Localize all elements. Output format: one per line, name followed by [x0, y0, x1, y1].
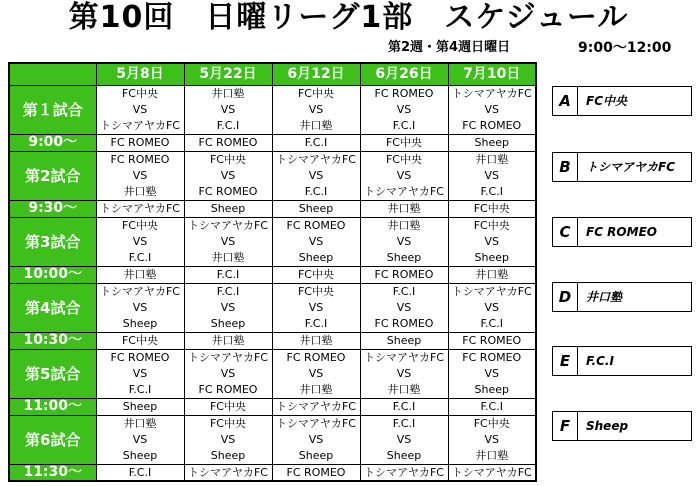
referee-cell: FC ROMEO	[272, 464, 360, 481]
away-team: FC ROMEO	[198, 382, 258, 396]
home-team: FC ROMEO	[462, 350, 522, 364]
away-team: Sheep	[210, 316, 246, 330]
referee-row	[9, 398, 536, 415]
team-letter: E	[553, 347, 578, 375]
match-cell	[184, 415, 272, 464]
home-team: トシマアヤカFC	[451, 86, 532, 100]
referee-cell: トシマアヤカFC	[360, 464, 448, 481]
referee-cell: トシマアヤカFC	[96, 200, 184, 217]
vs-label: VS	[396, 432, 412, 446]
vs-label: VS	[220, 432, 236, 446]
match-cell	[360, 151, 448, 200]
date-header: 5月22日	[184, 63, 272, 85]
vs-label: VS	[220, 234, 236, 248]
referee-cell: F.C.I	[184, 266, 272, 283]
home-team: トシマアヤカFC	[363, 350, 444, 364]
match-cell	[96, 217, 184, 266]
away-team: Sheep	[298, 448, 334, 462]
vs-label: VS	[484, 102, 499, 116]
vs-label: VS	[308, 366, 324, 380]
match-cell	[360, 217, 448, 266]
date-header: 6月26日	[360, 63, 448, 85]
team-box	[552, 152, 692, 182]
referee-cell: トシマアヤカFC	[184, 464, 272, 481]
home-team: FC中央	[473, 416, 510, 430]
home-team: FC中央	[297, 284, 334, 298]
home-team: F.C.I	[392, 416, 416, 430]
referee-cell: FC中央	[448, 200, 536, 217]
away-team: FC ROMEO	[462, 118, 522, 132]
away-team: FC ROMEO	[374, 316, 434, 330]
away-team: F.C.I	[304, 316, 328, 330]
home-team: トシマアヤカFC	[451, 284, 532, 298]
team-name: Sheep	[586, 419, 629, 433]
match-cell	[272, 151, 360, 200]
match-cell	[96, 283, 184, 332]
referee-row	[9, 134, 536, 151]
away-team: F.C.I	[480, 184, 503, 198]
team-letter: C	[553, 218, 578, 246]
match-cell	[448, 283, 536, 332]
match-cell	[96, 349, 184, 398]
vs-label: VS	[132, 432, 148, 446]
away-team: トシマアヤカFC	[99, 118, 180, 132]
vs-label: VS	[220, 168, 236, 182]
page-title: 第10回 日曜リーグ1部 スケジュール	[68, 0, 629, 35]
away-team: 井口塾	[475, 448, 509, 462]
team-box	[552, 346, 692, 376]
referee-row	[9, 266, 536, 283]
game-time: 10:30〜	[9, 332, 96, 349]
referee-row	[9, 200, 536, 217]
match-cell	[448, 151, 536, 200]
game-time: 9:00〜	[9, 134, 96, 151]
match-cell	[360, 283, 448, 332]
home-team: トシマアヤカFC	[187, 350, 268, 364]
vs-label: VS	[220, 300, 236, 314]
home-team: FC ROMEO	[110, 152, 170, 166]
referee-row	[9, 332, 536, 349]
match-cell	[272, 349, 360, 398]
home-team: FC ROMEO	[374, 86, 434, 100]
vs-label: VS	[132, 102, 148, 116]
team-name: トシマアヤカFC	[586, 160, 676, 174]
team-box	[552, 86, 692, 116]
team-letter: F	[553, 412, 578, 440]
referee-cell: F.C.I	[448, 398, 536, 415]
home-team: FC ROMEO	[286, 218, 346, 232]
match-cell	[184, 151, 272, 200]
away-team: Sheep	[298, 250, 334, 264]
match-cell	[272, 217, 360, 266]
match-cell	[448, 217, 536, 266]
match-cell	[96, 85, 184, 134]
match-cell	[96, 151, 184, 200]
home-team: F.C.I	[392, 284, 416, 298]
vs-label: VS	[132, 168, 148, 182]
home-team: FC中央	[209, 152, 246, 166]
home-team: FC ROMEO	[286, 350, 346, 364]
referee-cell: Sheep	[184, 200, 272, 217]
referee-cell: Sheep	[360, 332, 448, 349]
away-team: トシマアヤカFC	[363, 184, 444, 198]
away-team: F.C.I	[128, 250, 152, 264]
subtitle-weeks: 第2週・第4週日曜日	[388, 40, 511, 55]
game-label: 第１試合	[9, 85, 96, 134]
match-cell	[272, 283, 360, 332]
vs-label: VS	[484, 234, 499, 248]
vs-label: VS	[484, 432, 499, 446]
away-team: Sheep	[474, 250, 509, 264]
game-label: 第5試合	[9, 349, 96, 398]
referee-row	[9, 464, 536, 481]
referee-cell: FC中央	[184, 398, 272, 415]
schedule-subtitle	[388, 38, 688, 58]
match-cell	[448, 415, 536, 464]
referee-cell: 井口塾	[272, 332, 360, 349]
referee-cell: Sheep	[96, 398, 184, 415]
away-team: Sheep	[122, 316, 158, 330]
game-time: 11:30〜	[9, 464, 96, 481]
referee-cell: トシマアヤカFC	[448, 464, 536, 481]
match-cell	[360, 85, 448, 134]
referee-cell: 井口塾	[360, 200, 448, 217]
away-team: FC ROMEO	[198, 184, 258, 198]
vs-label: VS	[308, 102, 324, 116]
referee-cell: Sheep	[272, 200, 360, 217]
away-team: 井口塾	[299, 382, 333, 396]
away-team: 井口塾	[123, 184, 157, 198]
home-team: 井口塾	[387, 218, 421, 232]
team-letter: D	[553, 283, 578, 311]
schedule-body	[9, 63, 536, 481]
match-cell	[272, 85, 360, 134]
referee-cell: FC中央	[360, 134, 448, 151]
team-letter: B	[553, 153, 578, 181]
match-cell	[360, 349, 448, 398]
date-header: 6月12日	[272, 63, 360, 85]
away-team: F.C.I	[304, 184, 328, 198]
game-time: 11:00〜	[9, 398, 96, 415]
home-team: トシマアヤカFC	[99, 284, 180, 298]
away-team: 井口塾	[387, 382, 421, 396]
away-team: 井口塾	[211, 250, 245, 264]
home-team: 井口塾	[123, 416, 157, 430]
vs-label: VS	[396, 102, 412, 116]
vs-label: VS	[132, 234, 148, 248]
match-cell	[96, 415, 184, 464]
team-name: FC ROMEO	[586, 225, 657, 239]
referee-cell: FC中央	[96, 332, 184, 349]
away-team: F.C.I	[392, 118, 416, 132]
game-time: 9:30〜	[9, 200, 96, 217]
vs-label: VS	[396, 234, 412, 248]
referee-cell: Sheep	[448, 134, 536, 151]
match-cell	[360, 415, 448, 464]
header-corner	[9, 63, 96, 85]
match-cell	[184, 217, 272, 266]
away-team: F.C.I	[480, 316, 503, 330]
away-team: F.C.I	[216, 118, 240, 132]
game-row	[9, 415, 536, 464]
vs-label: VS	[132, 366, 148, 380]
game-label: 第3試合	[9, 217, 96, 266]
referee-cell: F.C.I	[272, 134, 360, 151]
game-row	[9, 85, 536, 134]
match-cell	[184, 283, 272, 332]
game-row	[9, 349, 536, 398]
referee-cell: 井口塾	[96, 266, 184, 283]
vs-label: VS	[308, 168, 324, 182]
game-row	[9, 217, 536, 266]
referee-cell: FC ROMEO	[184, 134, 272, 151]
match-cell	[448, 349, 536, 398]
home-team: FC中央	[473, 218, 510, 232]
date-header-row	[9, 63, 536, 85]
home-team: トシマアヤカFC	[275, 152, 356, 166]
date-header: 5月8日	[96, 63, 184, 85]
home-team: FC中央	[209, 416, 246, 430]
home-team: F.C.I	[216, 284, 240, 298]
referee-cell: 井口塾	[184, 332, 272, 349]
referee-cell: F.C.I	[96, 464, 184, 481]
team-box	[552, 282, 692, 312]
vs-label: VS	[308, 234, 324, 248]
vs-label: VS	[220, 366, 236, 380]
team-box	[552, 411, 692, 441]
vs-label: VS	[396, 366, 412, 380]
vs-label: VS	[308, 432, 324, 446]
vs-label: VS	[396, 168, 412, 182]
vs-label: VS	[308, 300, 324, 314]
home-team: 井口塾	[475, 152, 509, 166]
away-team: Sheep	[386, 250, 422, 264]
home-team: FC ROMEO	[110, 350, 170, 364]
vs-label: VS	[484, 168, 499, 182]
referee-cell: FC ROMEO	[360, 266, 448, 283]
vs-label: VS	[484, 300, 499, 314]
team-name: 井口塾	[586, 290, 623, 304]
referee-cell: 井口塾	[448, 266, 536, 283]
date-header: 7月10日	[448, 63, 536, 85]
home-team: FC中央	[121, 86, 158, 100]
home-team: 井口塾	[211, 86, 245, 100]
away-team: Sheep	[210, 448, 246, 462]
home-team: FC中央	[297, 86, 334, 100]
referee-cell: FC ROMEO	[448, 332, 536, 349]
referee-cell: FC ROMEO	[96, 134, 184, 151]
team-box	[552, 217, 692, 247]
game-label: 第4試合	[9, 283, 96, 332]
match-cell	[184, 349, 272, 398]
away-team: F.C.I	[128, 382, 152, 396]
vs-label: VS	[396, 300, 412, 314]
game-row	[9, 151, 536, 200]
away-team: Sheep	[122, 448, 158, 462]
vs-label: VS	[132, 300, 148, 314]
game-row	[9, 283, 536, 332]
schedule-table	[8, 62, 537, 482]
match-cell	[448, 85, 536, 134]
vs-label: VS	[484, 366, 499, 380]
game-label: 第2試合	[9, 151, 96, 200]
away-team: Sheep	[386, 448, 422, 462]
team-name: F.C.I	[586, 354, 614, 368]
subtitle-time-range: 9:00〜12:00	[578, 40, 672, 56]
team-name: FC中央	[586, 94, 628, 108]
away-team: Sheep	[474, 382, 509, 396]
game-time: 10:00〜	[9, 266, 96, 283]
referee-cell: トシマアヤカFC	[272, 398, 360, 415]
home-team: トシマアヤカFC	[187, 218, 268, 232]
match-cell	[272, 415, 360, 464]
team-letter: A	[553, 87, 578, 115]
game-label: 第6試合	[9, 415, 96, 464]
referee-cell: FC中央	[272, 266, 360, 283]
home-team: トシマアヤカFC	[275, 416, 356, 430]
home-team: FC中央	[121, 218, 158, 232]
away-team: 井口塾	[299, 118, 333, 132]
match-cell	[184, 85, 272, 134]
referee-cell: F.C.I	[360, 398, 448, 415]
home-team: FC中央	[385, 152, 422, 166]
vs-label: VS	[220, 102, 236, 116]
